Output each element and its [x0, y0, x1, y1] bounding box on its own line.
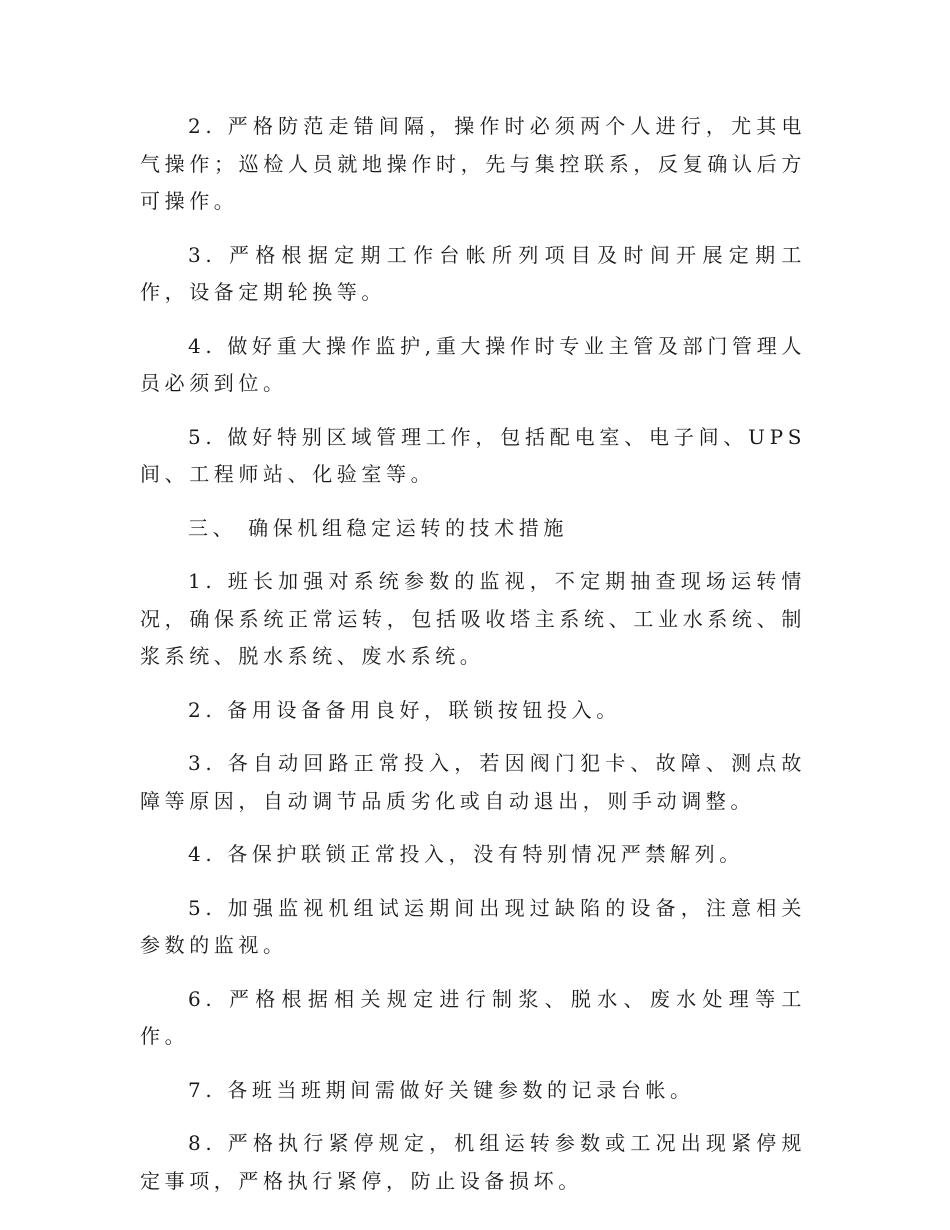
paragraph-item-2: 2. 严格防范走错间隔，操作时必须两个人进行，尤其电气操作；巡检人员就地操作时，先与集控联系，反复确认后方可操作。	[140, 114, 806, 213]
paragraph-item-5: 5. 做好特别区域管理工作，包括配电室、电子间、UPS间、工程师站、化验室等。	[140, 424, 806, 486]
paragraph-item-4: 4. 做好重大操作监护,重大操作时专业主管及部门管理人员必须到位。	[140, 333, 806, 395]
section-item-7: 7. 各班当班期间需做好关键参数的记录台帐。	[188, 1077, 695, 1102]
section-item-8: 8. 严格执行紧停规定，机组运转参数或工况出现紧停规定事项，严格执行紧停，防止设备损坏。	[140, 1131, 806, 1193]
section-item-6: 6. 严格根据相关规定进行制浆、脱水、废水处理等工作。	[140, 986, 806, 1048]
section-item-5: 5. 加强监视机组试运期间出现过缺陷的设备，注意相关参数的监视。	[140, 895, 806, 957]
section-item-4: 4. 各保护联锁正常投入，没有特别情况严禁解列。	[188, 842, 744, 866]
document-page	[140, 108, 806, 1216]
section-item-1: 1. 班长加强对系统参数的监视，不定期抽查现场运转情况，确保系统正常运转，包括吸收塔主系统、工业水系统、制浆系统、脱水系统、废水系统。	[140, 569, 806, 668]
section-heading: 三、 确保机组稳定运转的技术措施	[188, 515, 568, 540]
section-item-2: 2. 备用设备备用良好，联锁按钮投入。	[188, 697, 621, 722]
section-item-3: 3. 各自动回路正常投入，若因阀门犯卡、故障、测点故障等原因，自动调节品质劣化或自动退出，则手动调整。	[140, 751, 806, 813]
paragraph-item-3: 3. 严格根据定期工作台帐所列项目及时间开展定期工作，设备定期轮换等。	[140, 242, 806, 304]
